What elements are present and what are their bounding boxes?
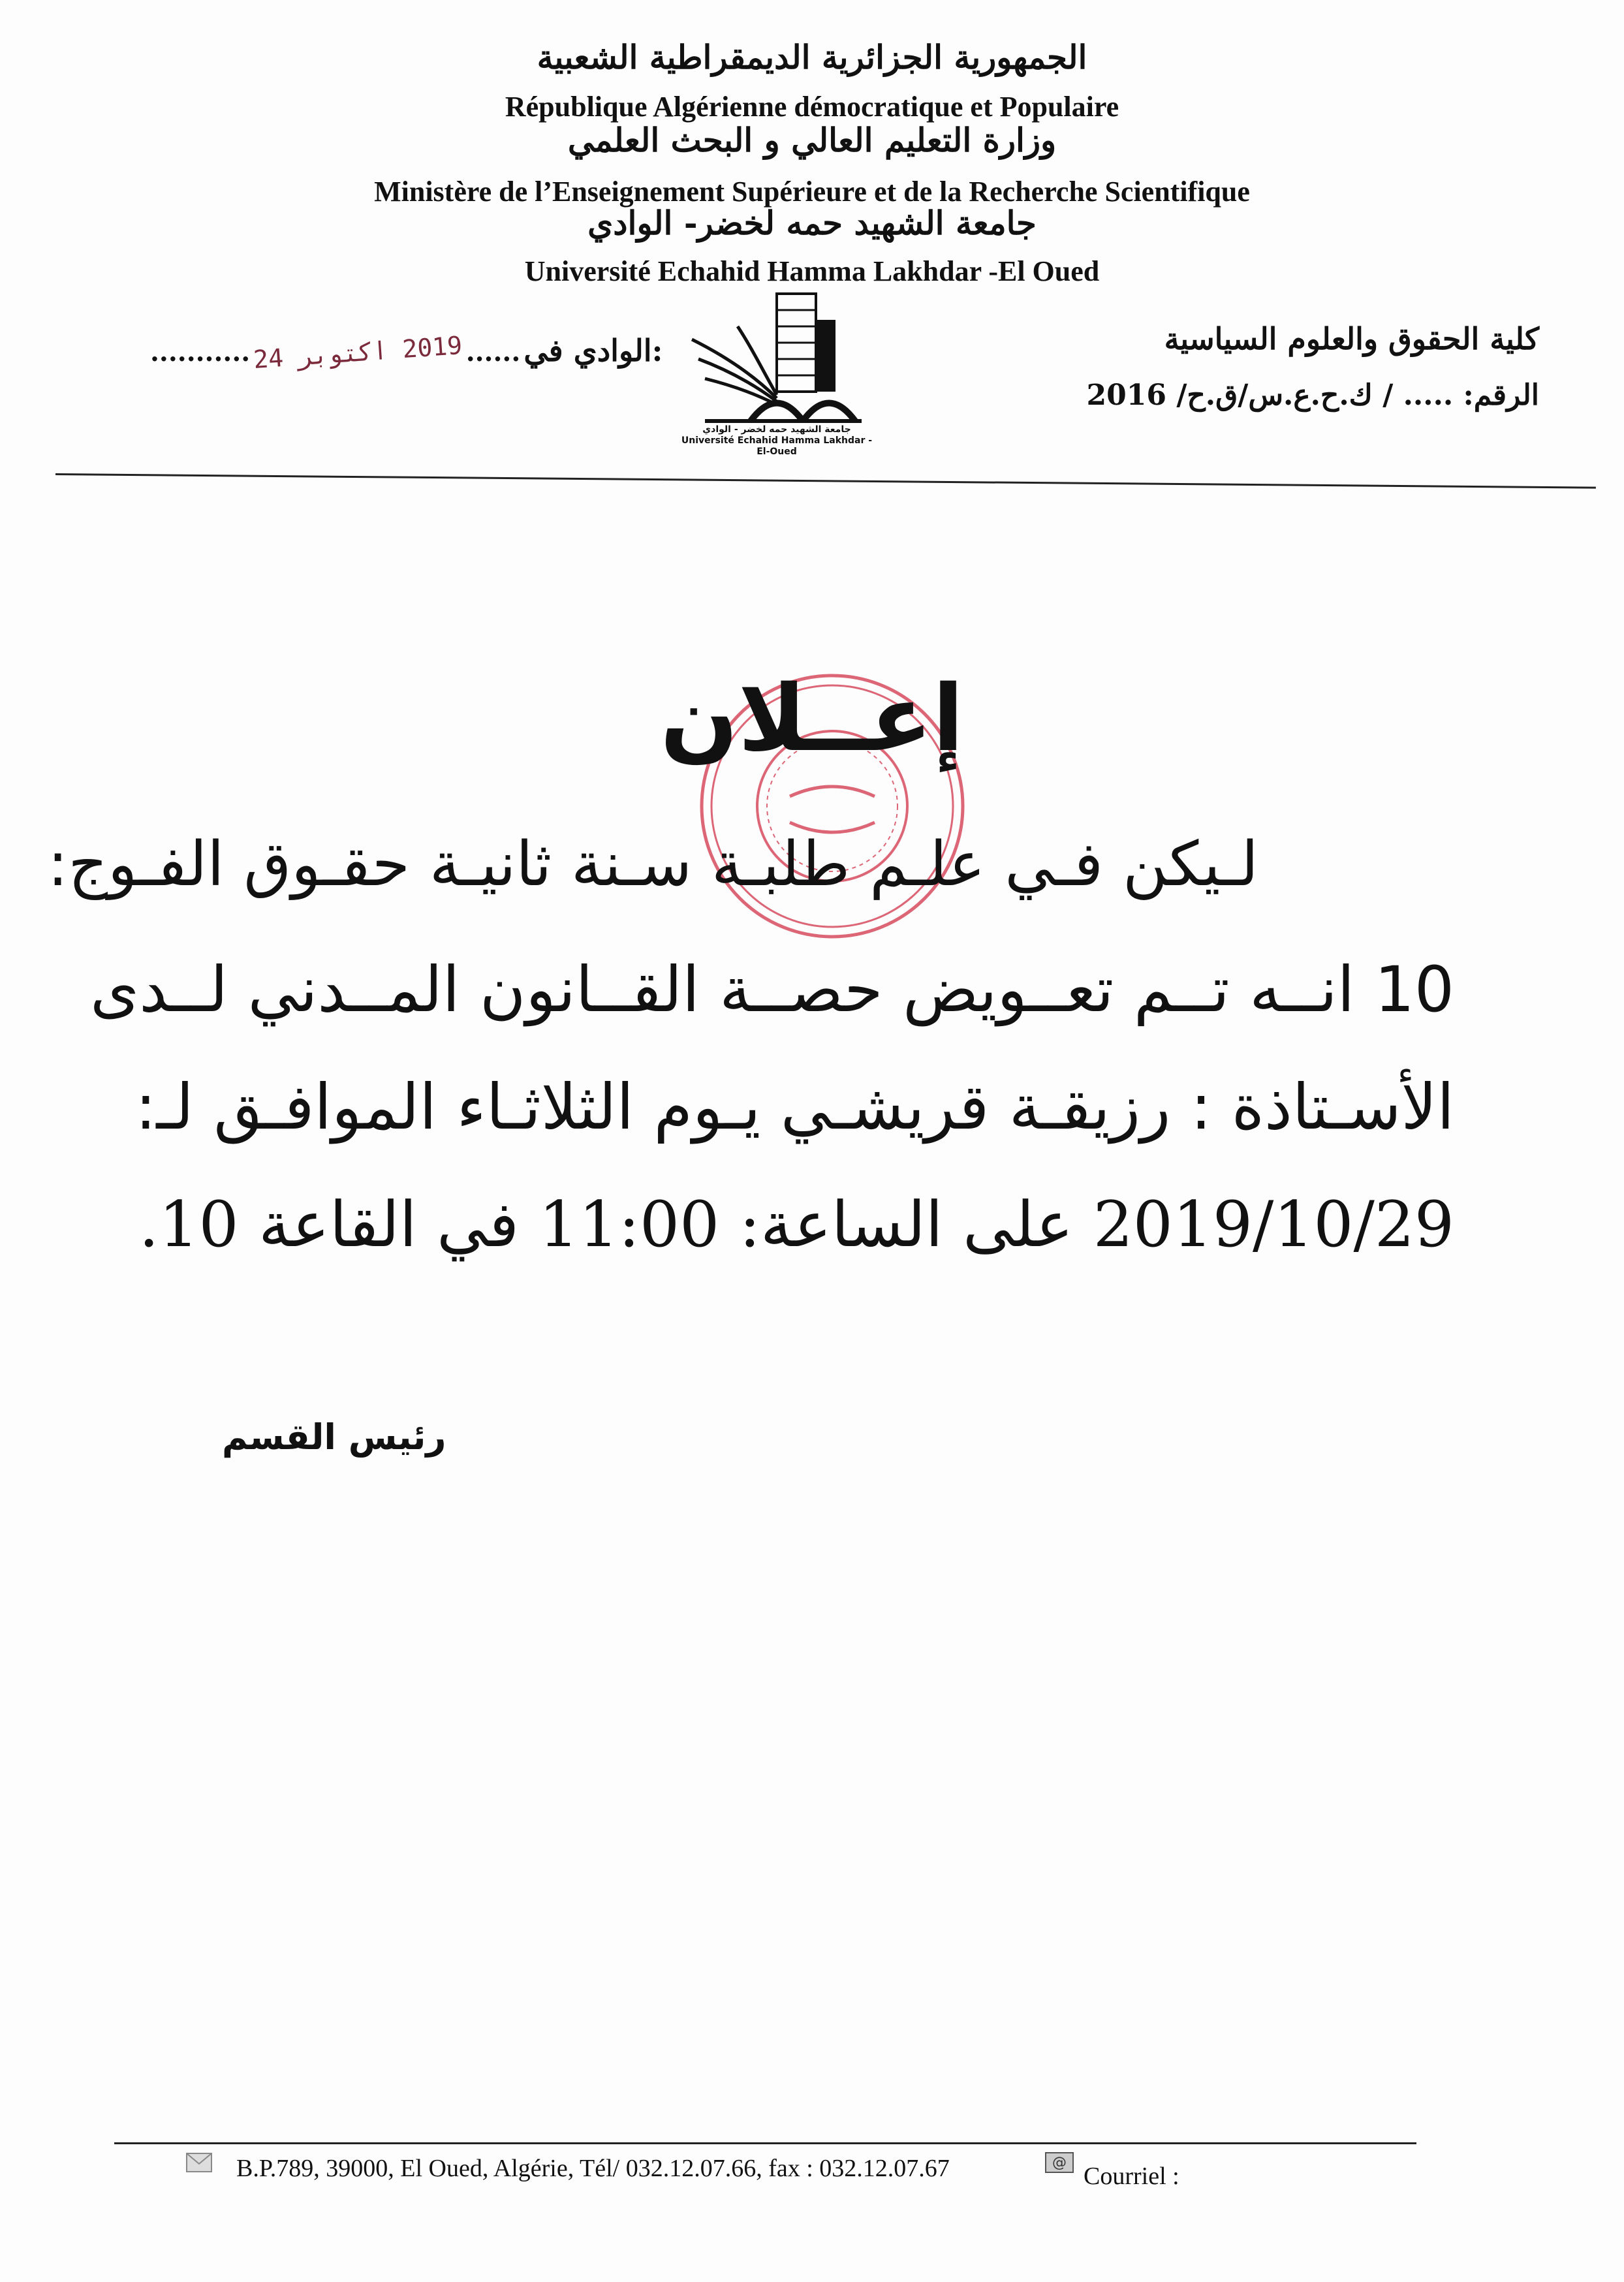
header-ministry-ar: وزارة التعليم العالي و البحث العلمي [567,121,1057,159]
handwritten-date: 2019 اكتوبر 24 [253,330,463,375]
signature-role: رئيس القسم [222,1416,446,1458]
announcement-line-4: 2019/10/29 على الساعة: 11:00 في القاعة 10. [138,1188,1454,1261]
footer-email-label: Courriel : [1084,2163,1179,2190]
header-divider [55,473,1596,489]
reference-number: الرقم: ..... / ك.ح.ع.س/ق.ح/ 2016 [1086,379,1539,412]
header-republic-ar: الجمهورية الجزائرية الديمقراطية الشعبية [537,38,1087,76]
place-date: ........... 2019 اكتوبر 24 ...... الوادي في: [150,330,663,375]
svg-text:@: @ [1052,2155,1067,2171]
university-logo-icon [679,281,875,431]
place-label: الوادي في: [523,333,663,368]
announcement-title: إعــلان [660,666,964,772]
header-republic-fr: République Algérienne démocratique et Populaire [505,91,1119,123]
logo-caption-ar: جامعة الشهيد حمه لخضر - الوادي [702,424,851,435]
announcement-line-3: الأسـتاذة : رزيقـة قريشـي يـوم الثلاثـاء الموافـق لـ: [135,1071,1454,1144]
mail-envelope-icon [186,2153,212,2172]
announcement-line-1: لـيكن فـي علـم طلبـة سـنة ثانيـة حقـوق الفـوج: [47,829,1258,900]
email-icon [1044,2148,1074,2174]
logo-caption-fr: Université Echahid Hamma Lakhdar - El-Oued [681,435,873,457]
header-university-ar: جامعة الشهيد حمه لخضر- الوادي [587,204,1037,242]
faculty-name: كلية الحقوق والعلوم السياسية [1164,321,1539,356]
announcement-line-2: 10 انــه تــم تعــويض حصــة القــانون المــدني لــدى [90,953,1454,1026]
header-ministry-fr: Ministère de l’Enseignement Supérieure et de la Recherche Scientifique [374,176,1250,208]
logo-caption [679,424,875,457]
footer-address: B.P.789, 39000, El Oued, Algérie, Tél/ 032.12.07.66, fax : 032.12.07.67 [236,2155,950,2182]
place-dots: ........... [150,337,251,367]
footer-divider [114,2142,1416,2144]
header-university-fr: Université Echahid Hamma Lakhdar -El Oued [524,255,1100,287]
